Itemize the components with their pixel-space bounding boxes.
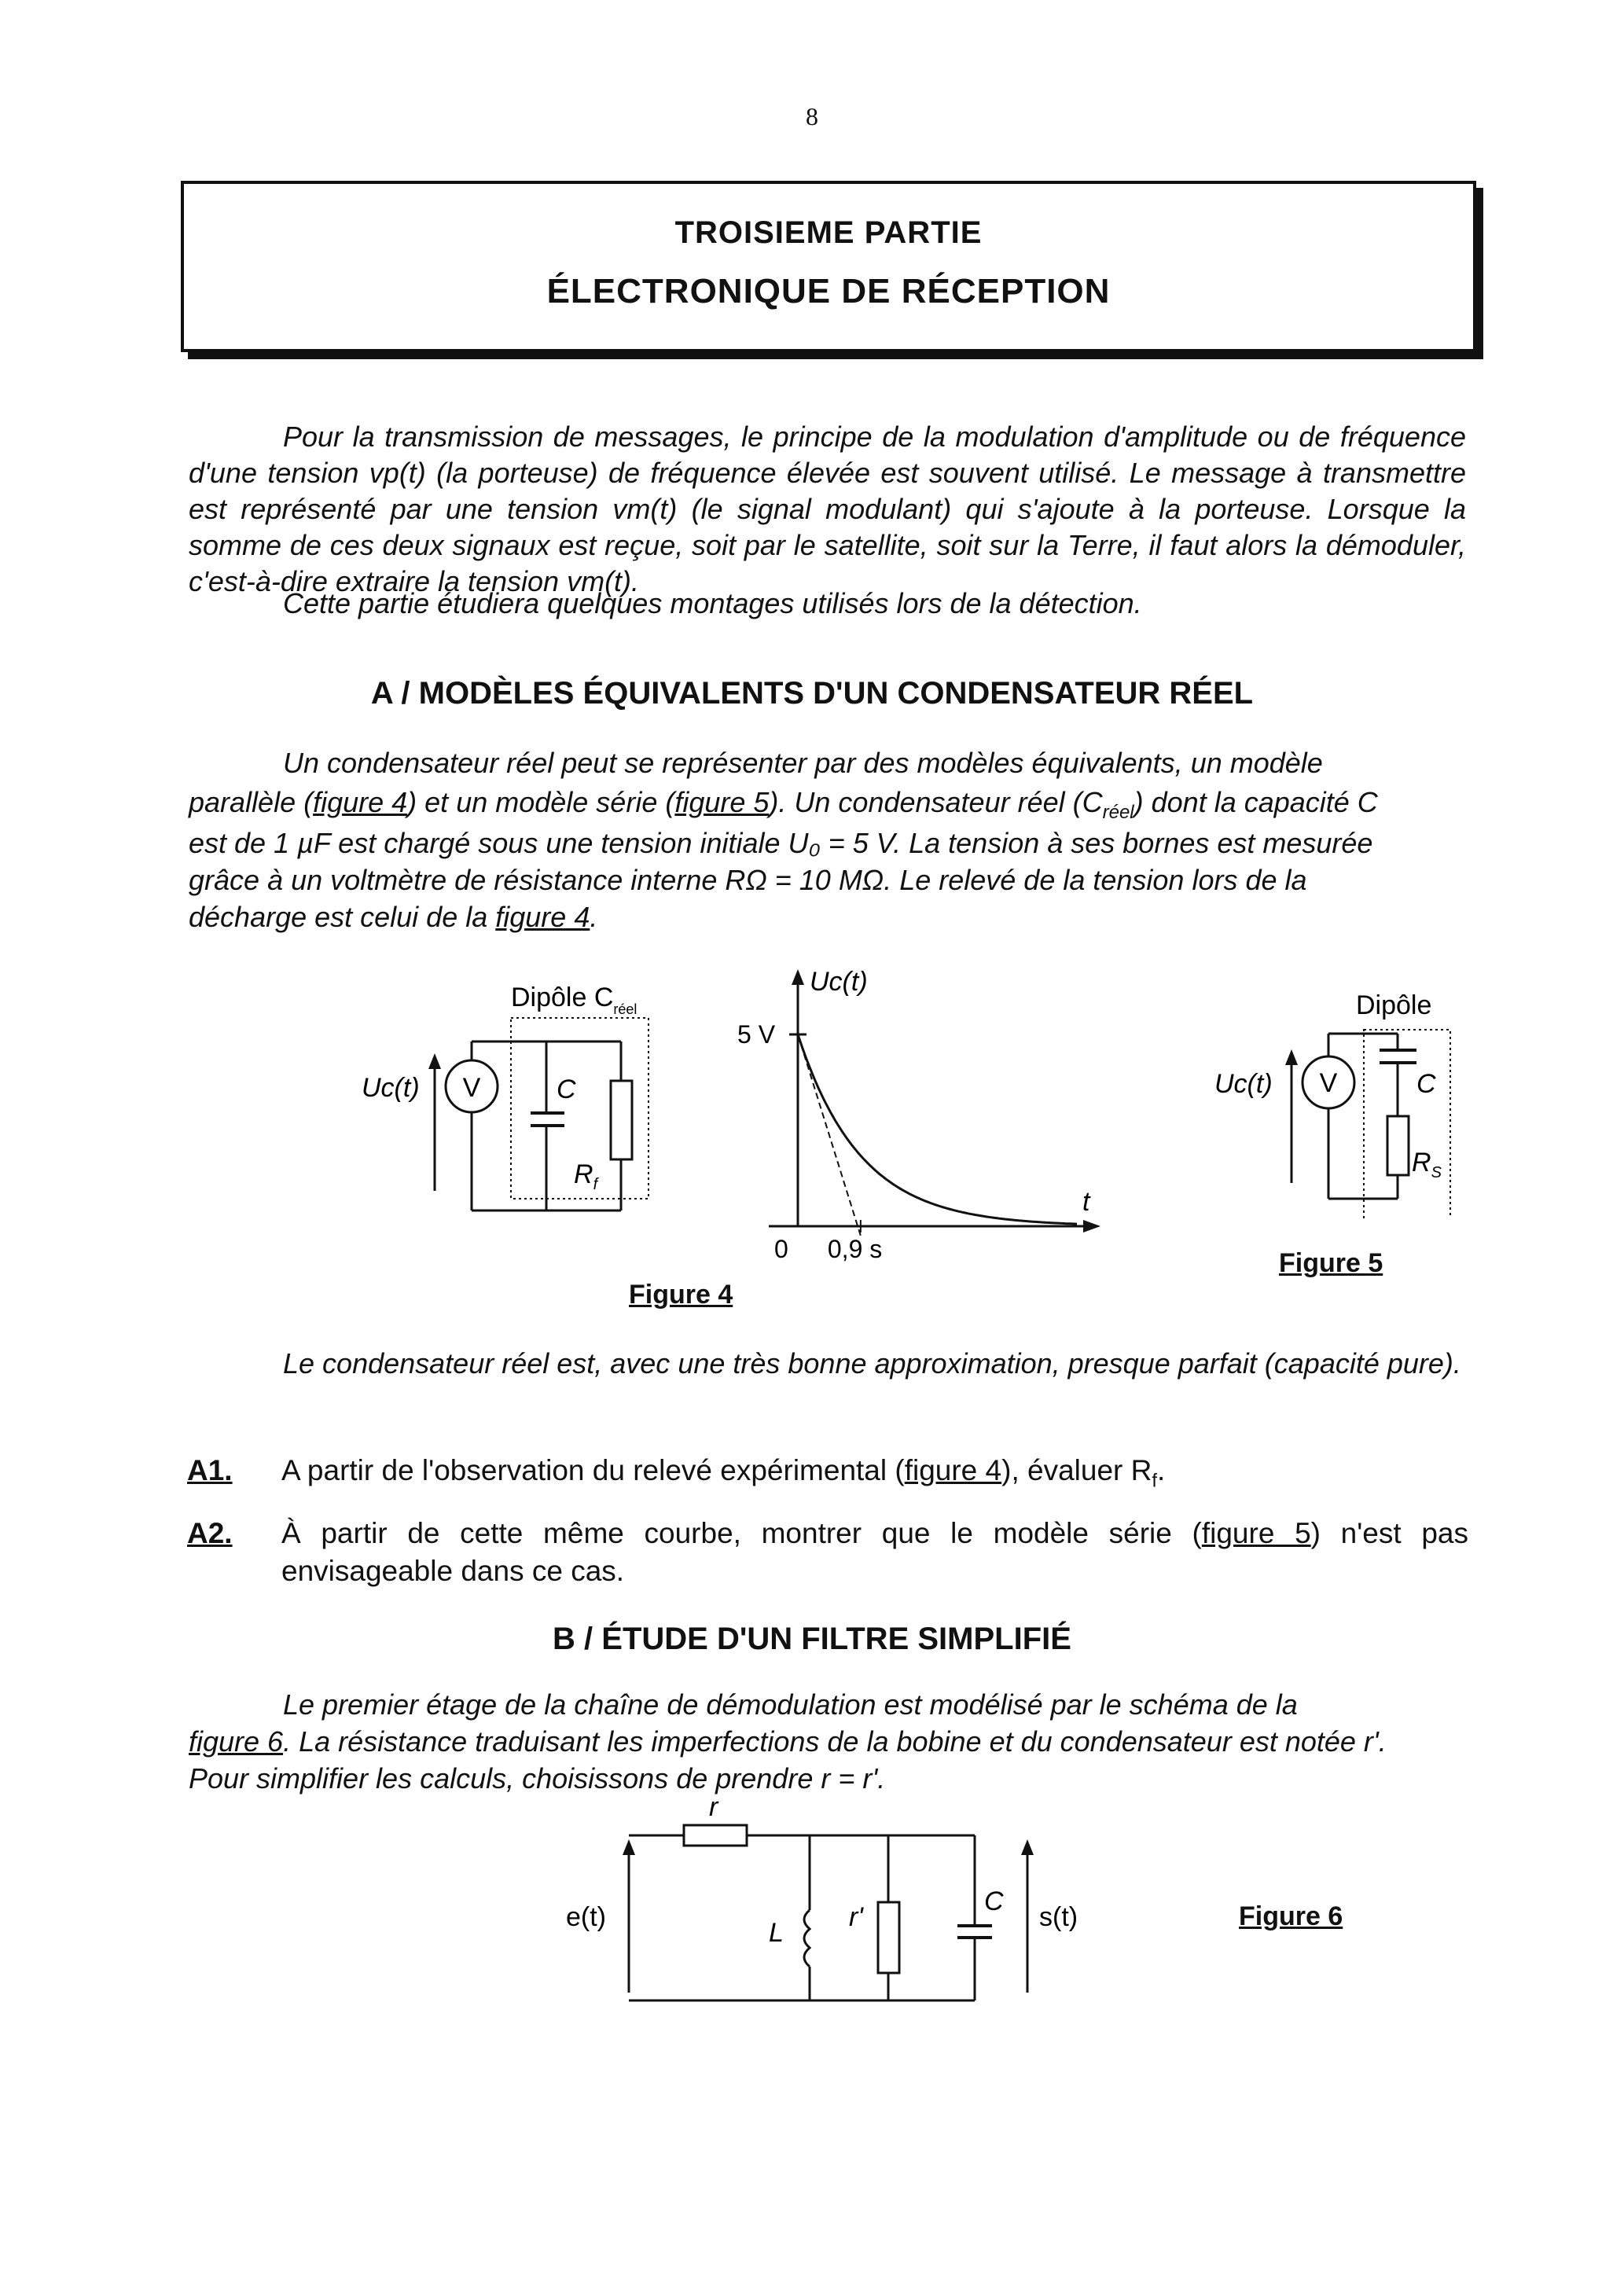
decay-curve bbox=[798, 1034, 1077, 1224]
resistor-rf bbox=[611, 1081, 632, 1159]
page-number: 8 bbox=[806, 102, 818, 130]
section-b-title: B / ÉTUDE D'UN FILTRE SIMPLIFIÉ bbox=[553, 1622, 1071, 1656]
uc-label: Uc(t) bbox=[1214, 1069, 1273, 1099]
link-figure-4[interactable]: figure 4 bbox=[313, 786, 408, 818]
section-b-line-1: Le premier étage de la chaîne de démodulation est modélisé par le schéma de la bbox=[283, 1688, 1298, 1721]
link-figure-6[interactable]: figure 6 bbox=[189, 1725, 284, 1758]
capacitor-label: C bbox=[1416, 1069, 1436, 1099]
r-prime-label: r' bbox=[849, 1902, 863, 1932]
part-title-box bbox=[181, 181, 1476, 352]
resistor-rs bbox=[1387, 1116, 1409, 1175]
subject-title: ÉLECTRONIQUE DE RÉCEPTION bbox=[546, 272, 1111, 310]
section-b-line-2: figure 6. La résistance traduisant les imperfections de la bobine et du condensateur est notée r'. bbox=[189, 1725, 1387, 1758]
voltage-arrow-head bbox=[1285, 1049, 1298, 1065]
dipole-boundary bbox=[1364, 1030, 1450, 1218]
c-label: C bbox=[984, 1886, 1004, 1916]
x-axis-label: t bbox=[1082, 1187, 1090, 1217]
question-a2-text: À partir de cette même courbe, montrer que le modèle série (figure 5) n'est pas envisageable dans ce cas. bbox=[281, 1517, 1468, 1587]
e-arrow-head bbox=[623, 1839, 635, 1855]
figure-4-circuit bbox=[354, 975, 668, 1234]
section-a-line-1: Un condensateur réel peut se représenter par des modèles équivalents, un modèle bbox=[283, 747, 1323, 779]
rf-label: $R_f$ bbox=[574, 1159, 598, 1193]
discharge-chart bbox=[731, 967, 1108, 1281]
section-a-title: A / MODÈLES ÉQUIVALENTS D'UN CONDENSATEUR RÉEL bbox=[370, 676, 1254, 711]
origin-label: 0 bbox=[774, 1235, 788, 1263]
y-axis-arrow bbox=[792, 969, 804, 985]
link-figure-5[interactable]: figure 5 bbox=[674, 786, 770, 818]
question-a2-number: A2. bbox=[187, 1517, 233, 1549]
y-tick-label: 5 V bbox=[737, 1020, 776, 1049]
section-a-line-4: grâce à un voltmètre de résistance interne RΩ = 10 MΩ. Le relevé de la tension lors de la bbox=[189, 864, 1307, 896]
resistor-r bbox=[684, 1825, 747, 1846]
s-arrow-head bbox=[1021, 1839, 1034, 1855]
section-a-line-3: est de 1 µF est chargé sous une tension initiale U₀ = 5 V. La tension à ses bornes est mesurée bbox=[189, 827, 1373, 859]
figure-6-circuit bbox=[542, 1792, 1108, 2012]
rs-label: $R_S$ bbox=[1412, 1148, 1442, 1181]
s-label: s(t) bbox=[1039, 1902, 1078, 1932]
figure-5-caption: Figure 5 bbox=[1279, 1248, 1383, 1278]
dipole-label: Dipôle $C_{réel}$ bbox=[511, 983, 637, 1017]
question-a1-text: A partir de l'observation du relevé expérimental (figure 4), évaluer $R_f$. bbox=[281, 1454, 1166, 1492]
x-tick-label: 0,9 s bbox=[827, 1235, 883, 1263]
y-axis-label: Uc(t) bbox=[810, 967, 868, 997]
intro-paragraph: Pour la transmission de messages, le principe de la modulation d'amplitude ou de fréquence d'une tension vp(t) (la porteuse) de fréquence élevée est souvent utilisé. Le message à transmettre est représenté par une tension vm(t) (le signal modulant) qui s'ajoute à la porteuse. Lorsque la somme de ces deux signaux est reçue, soit par le satellite, soit sur la Terre, il faut alors la démoduler, c'est-à-dire extraire la tension vm(t). bbox=[189, 421, 1466, 597]
part-title: TROISIEME PARTIE bbox=[674, 215, 983, 250]
resistor-r-prime bbox=[878, 1902, 899, 1973]
section-a-line-2: parallèle (figure 4) et un modèle série (figure 5). Un condensateur réel $(C_{réel})$ dont la capacité C bbox=[189, 786, 1378, 824]
figure-6-caption: Figure 6 bbox=[1239, 1901, 1343, 1931]
r-label: r bbox=[709, 1792, 718, 1822]
voltage-arrow-head bbox=[428, 1053, 441, 1069]
voltmeter-label: V bbox=[1319, 1068, 1338, 1098]
tangent-line bbox=[798, 1034, 861, 1236]
uc-label: Uc(t) bbox=[362, 1073, 420, 1103]
section-a-line-5: décharge est celui de la figure 4. bbox=[189, 901, 598, 933]
e-label: e(t) bbox=[566, 1902, 606, 1932]
link-figure-4b[interactable]: figure 4 bbox=[495, 901, 590, 933]
x-axis-arrow bbox=[1083, 1220, 1100, 1232]
dipole-label: Dipôle bbox=[1356, 990, 1432, 1020]
capacitor-label: C bbox=[557, 1075, 576, 1104]
intro-paragraph-2: Cette partie étudiera quelques montages utilisés lors de la détection. bbox=[283, 587, 1142, 619]
l-label: L bbox=[769, 1918, 784, 1948]
figure-5-circuit bbox=[1203, 983, 1470, 1218]
link-figure-5b[interactable]: figure 5 bbox=[1201, 1517, 1311, 1549]
section-a-conclusion: Le condensateur réel est, avec une très bonne approximation, presque parfait (capacité pure). bbox=[283, 1347, 1461, 1379]
inductor-l bbox=[804, 1910, 810, 1967]
section-b-line-3: Pour simplifier les calculs, choisissons de prendre r = r'. bbox=[189, 1762, 886, 1795]
question-a1-number: A1. bbox=[187, 1454, 233, 1486]
link-figure-4c[interactable]: figure 4 bbox=[904, 1454, 1002, 1486]
voltmeter-label: V bbox=[462, 1073, 481, 1103]
figure-4-caption: Figure 4 bbox=[629, 1280, 733, 1310]
